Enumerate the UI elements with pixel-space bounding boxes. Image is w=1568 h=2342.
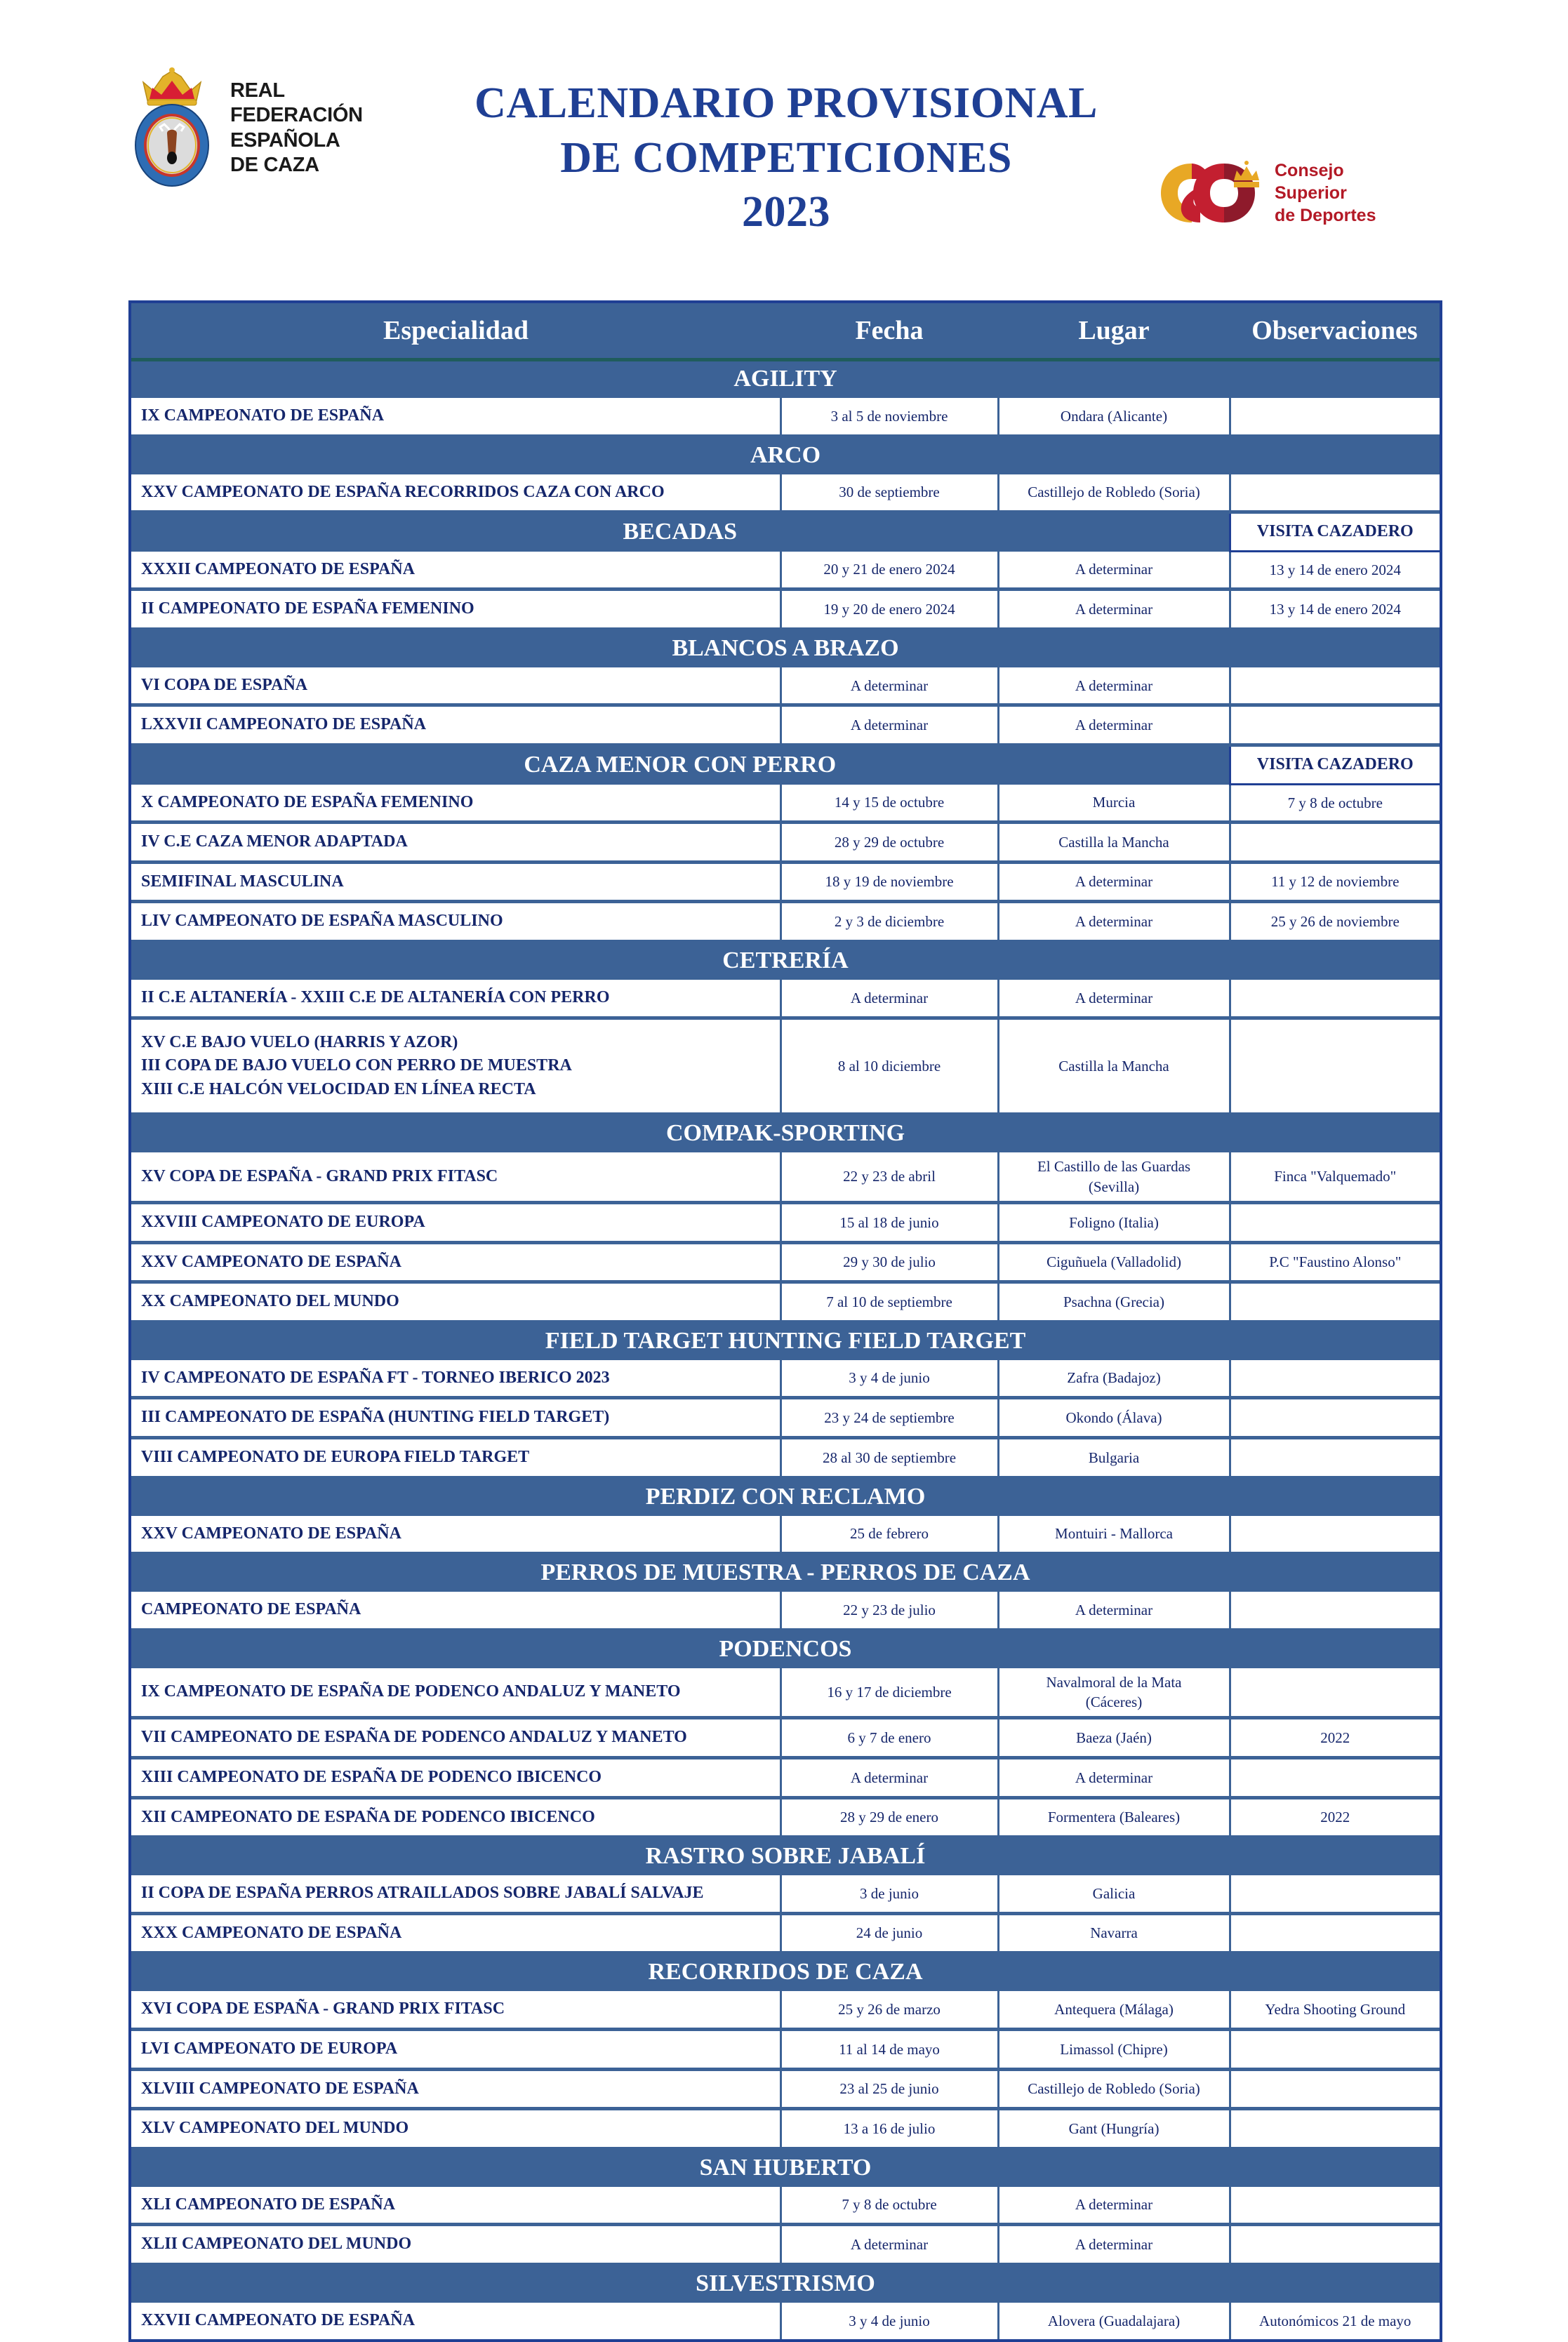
cell-especialidad: IV CAMPEONATO DE ESPAÑA FT - TORNEO IBERICO 2023 bbox=[131, 1360, 780, 1398]
cell-fecha: 20 y 21 de enero 2024 bbox=[780, 552, 998, 590]
cell-lugar: A determinar bbox=[998, 667, 1230, 705]
cell-especialidad: SEMIFINAL MASCULINA bbox=[131, 862, 780, 902]
cell-especialidad: XXVIII CAMPEONATO DE EUROPA bbox=[131, 1203, 780, 1243]
cell-especialidad: XXX CAMPEONATO DE ESPAÑA bbox=[131, 1913, 780, 1953]
cell-especialidad: XLVIII CAMPEONATO DE ESPAÑA bbox=[131, 2069, 780, 2109]
cell-lugar: A determinar bbox=[998, 1758, 1230, 1798]
section-title: CAZA MENOR CON PERRO bbox=[131, 745, 1230, 785]
cell-lugar-line: (Cáceres) bbox=[1085, 1694, 1143, 1711]
cell-especialidad: XV COPA DE ESPAÑA - GRAND PRIX FITASC bbox=[131, 1152, 780, 1202]
cell-fecha: 23 y 24 de septiembre bbox=[780, 1398, 998, 1438]
table-row bbox=[131, 2109, 1440, 2149]
cell-lugar: A determinar bbox=[998, 552, 1230, 590]
rfec-crest-icon bbox=[126, 67, 218, 189]
cell-fecha: 18 y 19 de noviembre bbox=[780, 862, 998, 902]
federation-name-line-1: REAL bbox=[230, 79, 285, 102]
cell-lugar: Alovera (Guadalajara) bbox=[998, 2303, 1230, 2339]
cell-especialidad-line: XIII C.E HALCÓN VELOCIDAD EN LÍNEA RECTA bbox=[141, 1079, 536, 1098]
federation-name bbox=[230, 79, 363, 178]
calendar-table bbox=[131, 303, 1440, 2339]
cell-especialidad: II C.E ALTANERÍA - XXIII C.E DE ALTANERÍA CON PERRO bbox=[131, 980, 780, 1018]
cell-lugar: A determinar bbox=[998, 2225, 1230, 2265]
section-header-row bbox=[131, 512, 1440, 552]
cell-lugar: A determinar bbox=[998, 590, 1230, 630]
cell-fecha: 2 y 3 de diciembre bbox=[780, 902, 998, 942]
table-row bbox=[131, 2225, 1440, 2265]
section-title: BLANCOS A BRAZO bbox=[131, 629, 1440, 667]
cell-lugar: Ondara (Alicante) bbox=[998, 398, 1230, 436]
section-header-row bbox=[131, 1837, 1440, 1876]
cell-observaciones bbox=[1230, 1668, 1440, 1718]
section-header-row bbox=[131, 436, 1440, 474]
cell-observaciones: P.C "Faustino Alonso" bbox=[1230, 1242, 1440, 1282]
cell-fecha: 28 y 29 de enero bbox=[780, 1797, 998, 1837]
cell-lugar: Castillejo de Robledo (Soria) bbox=[998, 2069, 1230, 2109]
cell-observaciones bbox=[1230, 398, 1440, 436]
cell-especialidad: VIII CAMPEONATO DE EUROPA FIELD TARGET bbox=[131, 1437, 780, 1477]
table-row bbox=[131, 1152, 1440, 1202]
table-row bbox=[131, 1360, 1440, 1398]
section-header-row bbox=[131, 1477, 1440, 1516]
section-title: SAN HUBERTO bbox=[131, 2148, 1440, 2187]
cell-especialidad: XXV CAMPEONATO DE ESPAÑA bbox=[131, 1242, 780, 1282]
section-header-row bbox=[131, 1953, 1440, 1992]
cell-observaciones bbox=[1230, 1203, 1440, 1243]
section-header-row bbox=[131, 1322, 1440, 1360]
cell-especialidad: II COPA DE ESPAÑA PERROS ATRAILLADOS SOBRE JABALÍ SALVAJE bbox=[131, 1875, 780, 1913]
table-row bbox=[131, 1398, 1440, 1438]
cell-observaciones bbox=[1230, 2030, 1440, 2070]
cell-lugar: Gant (Hungría) bbox=[998, 2109, 1230, 2149]
section-header-row bbox=[131, 629, 1440, 667]
csd-name-line-1: Consejo bbox=[1275, 161, 1344, 180]
cell-especialidad: CAMPEONATO DE ESPAÑA bbox=[131, 1592, 780, 1630]
page-title-line-2: DE COMPETICIONES bbox=[560, 133, 1012, 182]
table-row bbox=[131, 705, 1440, 745]
cell-especialidad: XX CAMPEONATO DEL MUNDO bbox=[131, 1282, 780, 1322]
cell-especialidad: XLV CAMPEONATO DEL MUNDO bbox=[131, 2109, 780, 2149]
table-row bbox=[131, 1516, 1440, 1554]
table-row bbox=[131, 474, 1440, 512]
section-header-row bbox=[131, 1630, 1440, 1668]
table-row bbox=[131, 2303, 1440, 2339]
cell-observaciones bbox=[1230, 2109, 1440, 2149]
section-observation-note: VISITA CAZADERO bbox=[1230, 512, 1440, 552]
table-row bbox=[131, 902, 1440, 942]
cell-lugar: Navarra bbox=[998, 1913, 1230, 1953]
table-row bbox=[131, 552, 1440, 590]
table-row bbox=[131, 1758, 1440, 1798]
cell-especialidad: VI COPA DE ESPAÑA bbox=[131, 667, 780, 705]
cell-especialidad: XLII CAMPEONATO DEL MUNDO bbox=[131, 2225, 780, 2265]
section-title: PODENCOS bbox=[131, 1630, 1440, 1668]
table-row bbox=[131, 1592, 1440, 1630]
federation-name-line-3: ESPAÑOLA bbox=[230, 128, 340, 152]
table-row bbox=[131, 1437, 1440, 1477]
cell-observaciones bbox=[1230, 1018, 1440, 1115]
cell-observaciones bbox=[1230, 1437, 1440, 1477]
cell-especialidad: XXV CAMPEONATO DE ESPAÑA bbox=[131, 1516, 780, 1554]
table-row bbox=[131, 667, 1440, 705]
csd-logo-icon bbox=[1151, 151, 1263, 235]
cell-especialidad: IX CAMPEONATO DE ESPAÑA DE PODENCO ANDALUZ Y MANETO bbox=[131, 1668, 780, 1718]
cell-lugar: A determinar bbox=[998, 980, 1230, 1018]
cell-lugar: A determinar bbox=[998, 902, 1230, 942]
csd-logo-block bbox=[1151, 151, 1376, 235]
section-header-row bbox=[131, 2264, 1440, 2303]
cell-especialidad: LVI CAMPEONATO DE EUROPA bbox=[131, 2030, 780, 2070]
rfec-logo-block bbox=[126, 67, 363, 189]
table-row bbox=[131, 2069, 1440, 2109]
cell-lugar bbox=[998, 1152, 1230, 1202]
table-row bbox=[131, 1018, 1440, 1115]
cell-lugar: A determinar bbox=[998, 705, 1230, 745]
cell-observaciones: Yedra Shooting Ground bbox=[1230, 1991, 1440, 2029]
cell-lugar-line: Navalmoral de la Mata bbox=[1046, 1673, 1182, 1691]
cell-lugar: A determinar bbox=[998, 1592, 1230, 1630]
csd-name-line-3: de Deportes bbox=[1275, 206, 1376, 225]
cell-fecha: 15 al 18 de junio bbox=[780, 1203, 998, 1243]
cell-lugar: Antequera (Málaga) bbox=[998, 1991, 1230, 2029]
cell-especialidad: IX CAMPEONATO DE ESPAÑA bbox=[131, 398, 780, 436]
cell-fecha: 13 a 16 de julio bbox=[780, 2109, 998, 2149]
cell-fecha: A determinar bbox=[780, 667, 998, 705]
cell-observaciones bbox=[1230, 1592, 1440, 1630]
cell-observaciones bbox=[1230, 1758, 1440, 1798]
table-row bbox=[131, 1242, 1440, 1282]
cell-observaciones bbox=[1230, 2187, 1440, 2225]
section-title: SILVESTRISMO bbox=[131, 2264, 1440, 2303]
cell-especialidad: XLI CAMPEONATO DE ESPAÑA bbox=[131, 2187, 780, 2225]
table-row bbox=[131, 1718, 1440, 1758]
section-title: PERDIZ CON RECLAMO bbox=[131, 1477, 1440, 1516]
cell-observaciones: Autonómicos 21 de mayo bbox=[1230, 2303, 1440, 2339]
document-header bbox=[0, 0, 1568, 281]
cell-observaciones bbox=[1230, 474, 1440, 512]
section-title: AGILITY bbox=[131, 360, 1440, 399]
cell-especialidad: XXV CAMPEONATO DE ESPAÑA RECORRIDOS CAZA CON ARCO bbox=[131, 474, 780, 512]
cell-lugar: Galicia bbox=[998, 1875, 1230, 1913]
cell-fecha: 28 al 30 de septiembre bbox=[780, 1437, 998, 1477]
table-row bbox=[131, 1282, 1440, 1322]
cell-observaciones: Finca "Valquemado" bbox=[1230, 1152, 1440, 1202]
cell-observaciones bbox=[1230, 705, 1440, 745]
cell-observaciones bbox=[1230, 2069, 1440, 2109]
cell-fecha: 3 de junio bbox=[780, 1875, 998, 1913]
cell-fecha: 24 de junio bbox=[780, 1913, 998, 1953]
table-row bbox=[131, 1913, 1440, 1953]
section-header-row bbox=[131, 1115, 1440, 1153]
table-row bbox=[131, 823, 1440, 863]
cell-fecha: 6 y 7 de enero bbox=[780, 1718, 998, 1758]
cell-fecha: 25 y 26 de marzo bbox=[780, 1991, 998, 2029]
cell-observaciones bbox=[1230, 2225, 1440, 2265]
cell-observaciones: 11 y 12 de noviembre bbox=[1230, 862, 1440, 902]
cell-fecha: 7 al 10 de septiembre bbox=[780, 1282, 998, 1322]
cell-observaciones: 7 y 8 de octubre bbox=[1230, 785, 1440, 823]
section-title: ARCO bbox=[131, 436, 1440, 474]
csd-name-line-2: Superior bbox=[1275, 183, 1347, 203]
cell-especialidad: XXVII CAMPEONATO DE ESPAÑA bbox=[131, 2303, 780, 2339]
cell-lugar: Limassol (Chipre) bbox=[998, 2030, 1230, 2070]
cell-fecha: 11 al 14 de mayo bbox=[780, 2030, 998, 2070]
cell-especialidad: VII CAMPEONATO DE ESPAÑA DE PODENCO ANDALUZ Y MANETO bbox=[131, 1718, 780, 1758]
cell-fecha: 14 y 15 de octubre bbox=[780, 785, 998, 823]
cell-lugar: Okondo (Álava) bbox=[998, 1398, 1230, 1438]
section-header-row bbox=[131, 2148, 1440, 2187]
cell-lugar: Formentera (Baleares) bbox=[998, 1797, 1230, 1837]
table-row bbox=[131, 1797, 1440, 1837]
cell-lugar: Zafra (Badajoz) bbox=[998, 1360, 1230, 1398]
cell-especialidad-line: XV C.E BAJO VUELO (HARRIS Y AZOR) bbox=[141, 1032, 458, 1051]
cell-especialidad bbox=[131, 1018, 780, 1115]
cell-fecha: 3 y 4 de junio bbox=[780, 2303, 998, 2339]
table-row bbox=[131, 785, 1440, 823]
section-header-row bbox=[131, 745, 1440, 785]
cell-lugar: Baeza (Jaén) bbox=[998, 1718, 1230, 1758]
cell-observaciones bbox=[1230, 1398, 1440, 1438]
table-header-row bbox=[131, 303, 1440, 360]
cell-observaciones bbox=[1230, 667, 1440, 705]
cell-fecha: 30 de septiembre bbox=[780, 474, 998, 512]
cell-lugar: A determinar bbox=[998, 2187, 1230, 2225]
cell-lugar: Castilla la Mancha bbox=[998, 823, 1230, 863]
cell-observaciones: 13 y 14 de enero 2024 bbox=[1230, 552, 1440, 590]
cell-lugar: A determinar bbox=[998, 862, 1230, 902]
cell-fecha: 22 y 23 de julio bbox=[780, 1592, 998, 1630]
cell-observaciones bbox=[1230, 1360, 1440, 1398]
page-title-line-1: CALENDARIO PROVISIONAL bbox=[474, 79, 1098, 127]
section-title: CETRERÍA bbox=[131, 941, 1440, 980]
section-title: BECADAS bbox=[131, 512, 1230, 552]
column-header-especialidad: Especialidad bbox=[131, 303, 780, 360]
cell-especialidad: LXXVII CAMPEONATO DE ESPAÑA bbox=[131, 705, 780, 745]
cell-fecha: 8 al 10 diciembre bbox=[780, 1018, 998, 1115]
cell-fecha: A determinar bbox=[780, 2225, 998, 2265]
table-row bbox=[131, 1668, 1440, 1718]
table-row bbox=[131, 2030, 1440, 2070]
cell-lugar bbox=[998, 1668, 1230, 1718]
cell-lugar: Murcia bbox=[998, 785, 1230, 823]
cell-lugar: Castilla la Mancha bbox=[998, 1018, 1230, 1115]
section-title: RECORRIDOS DE CAZA bbox=[131, 1953, 1440, 1992]
cell-observaciones bbox=[1230, 1282, 1440, 1322]
csd-name bbox=[1275, 159, 1376, 227]
section-title: PERROS DE MUESTRA - PERROS DE CAZA bbox=[131, 1554, 1440, 1592]
cell-fecha: 7 y 8 de octubre bbox=[780, 2187, 998, 2225]
cell-observaciones bbox=[1230, 1913, 1440, 1953]
federation-name-line-2: FEDERACIÓN bbox=[230, 104, 363, 127]
section-observation-note: VISITA CAZADERO bbox=[1230, 745, 1440, 785]
cell-especialidad: II CAMPEONATO DE ESPAÑA FEMENINO bbox=[131, 590, 780, 630]
cell-observaciones bbox=[1230, 980, 1440, 1018]
cell-fecha: A determinar bbox=[780, 1758, 998, 1798]
cell-fecha: 23 al 25 de junio bbox=[780, 2069, 998, 2109]
cell-fecha: 3 al 5 de noviembre bbox=[780, 398, 998, 436]
cell-lugar-line: (Sevilla) bbox=[1088, 1178, 1140, 1195]
cell-fecha: 3 y 4 de junio bbox=[780, 1360, 998, 1398]
cell-observaciones: 25 y 26 de noviembre bbox=[1230, 902, 1440, 942]
cell-observaciones bbox=[1230, 1516, 1440, 1554]
cell-observaciones: 13 y 14 de enero 2024 bbox=[1230, 590, 1440, 630]
page-title bbox=[435, 77, 1137, 239]
cell-especialidad: XXXII CAMPEONATO DE ESPAÑA bbox=[131, 552, 780, 590]
cell-fecha: 19 y 20 de enero 2024 bbox=[780, 590, 998, 630]
table-row bbox=[131, 590, 1440, 630]
cell-lugar-line: El Castillo de las Guardas bbox=[1037, 1158, 1191, 1176]
cell-fecha: 16 y 17 de diciembre bbox=[780, 1668, 998, 1718]
cell-lugar: Bulgaria bbox=[998, 1437, 1230, 1477]
column-header-observaciones: Observaciones bbox=[1230, 303, 1440, 360]
cell-fecha: A determinar bbox=[780, 705, 998, 745]
cell-especialidad: IV C.E CAZA MENOR ADAPTADA bbox=[131, 823, 780, 863]
cell-fecha: 28 y 29 de octubre bbox=[780, 823, 998, 863]
cell-observaciones: 2022 bbox=[1230, 1797, 1440, 1837]
cell-especialidad: XIII CAMPEONATO DE ESPAÑA DE PODENCO IBICENCO bbox=[131, 1758, 780, 1798]
cell-fecha: 25 de febrero bbox=[780, 1516, 998, 1554]
cell-lugar: Psachna (Grecia) bbox=[998, 1282, 1230, 1322]
table-row bbox=[131, 1991, 1440, 2029]
table-row bbox=[131, 1203, 1440, 1243]
cell-especialidad: X CAMPEONATO DE ESPAÑA FEMENINO bbox=[131, 785, 780, 823]
cell-lugar: Montuiri - Mallorca bbox=[998, 1516, 1230, 1554]
cell-especialidad: XII CAMPEONATO DE ESPAÑA DE PODENCO IBICENCO bbox=[131, 1797, 780, 1837]
table-row bbox=[131, 980, 1440, 1018]
cell-observaciones bbox=[1230, 1875, 1440, 1913]
cell-fecha: 22 y 23 de abril bbox=[780, 1152, 998, 1202]
section-title: RASTRO SOBRE JABALÍ bbox=[131, 1837, 1440, 1876]
cell-especialidad: LIV CAMPEONATO DE ESPAÑA MASCULINO bbox=[131, 902, 780, 942]
cell-fecha: A determinar bbox=[780, 980, 998, 1018]
cell-especialidad: XVI COPA DE ESPAÑA - GRAND PRIX FITASC bbox=[131, 1991, 780, 2029]
section-title: COMPAK-SPORTING bbox=[131, 1115, 1440, 1153]
cell-especialidad-line: III COPA DE BAJO VUELO CON PERRO DE MUESTRA bbox=[141, 1056, 572, 1075]
section-title: FIELD TARGET HUNTING FIELD TARGET bbox=[131, 1322, 1440, 1360]
section-header-row bbox=[131, 1554, 1440, 1592]
table-row bbox=[131, 862, 1440, 902]
table-row bbox=[131, 2187, 1440, 2225]
cell-especialidad: III CAMPEONATO DE ESPAÑA (HUNTING FIELD TARGET) bbox=[131, 1398, 780, 1438]
column-header-fecha: Fecha bbox=[780, 303, 998, 360]
section-header-row bbox=[131, 360, 1440, 399]
cell-lugar: Ciguñuela (Valladolid) bbox=[998, 1242, 1230, 1282]
calendar-table-container bbox=[128, 300, 1442, 2342]
table-row bbox=[131, 398, 1440, 436]
table-row bbox=[131, 1875, 1440, 1913]
column-header-lugar: Lugar bbox=[998, 303, 1230, 360]
cell-lugar: Foligno (Italia) bbox=[998, 1203, 1230, 1243]
federation-name-line-4: DE CAZA bbox=[230, 153, 319, 176]
cell-fecha: 29 y 30 de julio bbox=[780, 1242, 998, 1282]
section-header-row bbox=[131, 941, 1440, 980]
page-title-year: 2023 bbox=[742, 188, 830, 237]
cell-lugar: Castillejo de Robledo (Soria) bbox=[998, 474, 1230, 512]
cell-observaciones: 2022 bbox=[1230, 1718, 1440, 1758]
cell-observaciones bbox=[1230, 823, 1440, 863]
